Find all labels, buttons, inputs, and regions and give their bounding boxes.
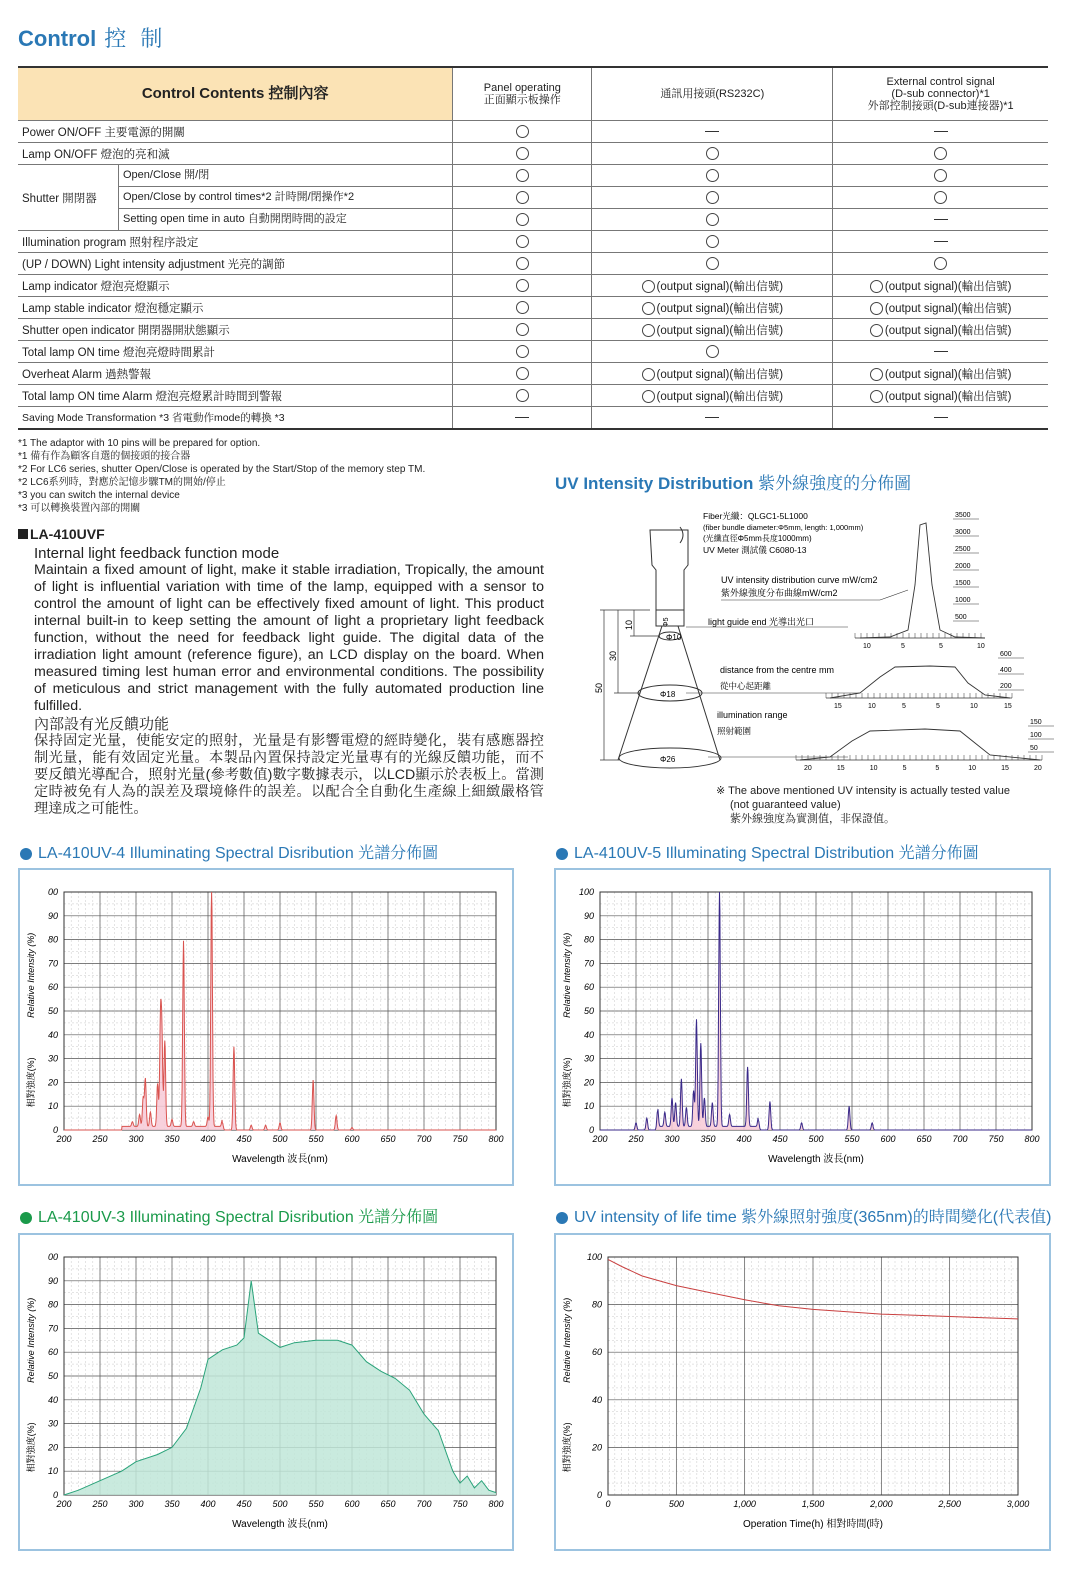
footnotes xyxy=(18,437,425,515)
unsupported-mark xyxy=(705,131,719,132)
cell-supported xyxy=(592,253,833,275)
supported-mark xyxy=(870,324,883,337)
scale-label: 400 xyxy=(1000,667,1012,674)
cell-output-signal xyxy=(592,297,833,319)
x-tick-label: 600 xyxy=(344,1499,360,1509)
cell-unsupported xyxy=(592,121,833,143)
row-label: Shutter 開閉器 xyxy=(18,165,119,231)
x-tick-label: 650 xyxy=(916,1134,932,1144)
y-tick-label: 60 xyxy=(47,982,58,993)
tick-label: 5 xyxy=(902,765,907,772)
row-label: Total lamp ON time 燈泡亮燈時間累計 xyxy=(18,341,453,363)
y-tick-label: 80 xyxy=(47,934,58,945)
guide-label: light guide end 光導出光口 xyxy=(708,617,815,627)
supported-mark xyxy=(706,235,719,248)
x-tick-label: 400 xyxy=(200,1134,216,1144)
cell-supported xyxy=(453,209,592,231)
supported-mark xyxy=(516,147,529,160)
row-label: Lamp ON/OFF 燈泡的亮和滅 xyxy=(18,143,453,165)
table-row xyxy=(18,187,1048,209)
supported-mark xyxy=(934,147,947,160)
curve-label-zh: 紫外線強度分布曲線mW/cm2 xyxy=(721,588,838,598)
tick-label: 15 xyxy=(834,703,842,710)
x-tick-label: 500 xyxy=(668,1499,684,1509)
tick-label: 10 xyxy=(977,643,985,650)
x-tick-label: 800 xyxy=(1024,1134,1040,1144)
row-sublabel: Open/Close by control times*2 計時開/閉操作*2 xyxy=(119,187,453,209)
x-tick-label: 250 xyxy=(92,1499,108,1509)
table-header-rs232c: 通訊用接頭(RS232C) xyxy=(592,67,833,121)
tick-label: 15 xyxy=(836,765,845,772)
y-tick-label: 20 xyxy=(583,1077,594,1088)
cell-unsupported xyxy=(833,407,1048,430)
output-signal-text: (output signal)(輸出信號) xyxy=(884,302,1012,315)
footnote: *1 備有作為顧客自選的個接頭的接合器 xyxy=(18,451,191,462)
output-signal-text: (output signal)(輸出信號) xyxy=(656,390,784,403)
supported-mark xyxy=(516,389,529,402)
tick-label: 5 xyxy=(901,643,905,650)
x-tick-label: 500 xyxy=(272,1134,288,1144)
y-tick-label: 0 xyxy=(52,1125,58,1135)
chart-lifetime xyxy=(554,1233,1051,1551)
table-row xyxy=(18,407,1048,430)
scale-label: 200 xyxy=(1000,683,1012,690)
y-tick-label: 80 xyxy=(591,1299,602,1310)
cell-output-signal xyxy=(833,297,1048,319)
cell-supported xyxy=(592,165,833,187)
y-tick-label: 50 xyxy=(47,1371,58,1381)
x-tick-label: 500 xyxy=(272,1499,288,1509)
y-tick-label: 0 xyxy=(52,1490,58,1500)
output-signal-text: (output signal)(輸出信號) xyxy=(884,368,1012,381)
table-row xyxy=(18,121,1048,143)
distribution-curve xyxy=(800,729,1040,760)
x-tick-label: 450 xyxy=(236,1499,252,1509)
cell-supported xyxy=(592,341,833,363)
curve-label: UV intensity distribution curve mW/cm2 xyxy=(721,575,878,585)
supported-mark xyxy=(706,147,719,160)
footnote: *3 you can switch the internal device xyxy=(18,490,180,501)
y-tick-label: 0 xyxy=(588,1125,594,1135)
x-tick-label: 550 xyxy=(308,1134,324,1144)
tick-label: 5 xyxy=(936,703,940,710)
supported-mark xyxy=(516,213,529,226)
cell-unsupported xyxy=(833,341,1048,363)
tick-label: 10 xyxy=(869,765,878,772)
table-header-panel: Panel operating 正面顯示板操作 xyxy=(453,67,592,121)
unsupported-mark xyxy=(515,417,529,418)
distance-label: distance from the centre mm xyxy=(720,665,835,675)
y-tick-label: 30 xyxy=(47,1053,58,1064)
x-tick-label: 450 xyxy=(772,1134,788,1144)
table-header-contents: Control Contents 控制內容 xyxy=(18,67,453,121)
y-tick-label: 40 xyxy=(583,1029,594,1040)
scale-label: 50 xyxy=(1030,745,1038,752)
y-tick-label: 00 xyxy=(47,887,58,897)
tick-label: 10 xyxy=(868,703,876,710)
supported-mark xyxy=(516,191,529,204)
table-row xyxy=(18,363,1048,385)
x-tick-label: 750 xyxy=(452,1499,468,1509)
row-label: Lamp stable indicator 燈泡穩定顯示 xyxy=(18,297,453,319)
tick-label: 20 xyxy=(804,765,812,772)
scale-label: 2000 xyxy=(955,563,971,570)
y-tick-label: 00 xyxy=(47,1252,58,1262)
row-label: Overheat Alarm 過熱警報 xyxy=(18,363,453,385)
x-tick-label: 600 xyxy=(880,1134,896,1144)
scale-label: 1000 xyxy=(955,597,971,604)
row-label: Total lamp ON time Alarm 燈泡亮燈累計時間到警報 xyxy=(18,385,453,407)
supported-mark xyxy=(516,257,529,270)
y-axis-label-zh: 相對強度(%) xyxy=(26,1422,36,1473)
supported-mark xyxy=(516,345,529,358)
supported-mark xyxy=(516,301,529,314)
supported-mark xyxy=(706,169,719,182)
unsupported-mark xyxy=(934,417,948,418)
x-tick-label: 550 xyxy=(308,1499,324,1509)
x-tick-label: 500 xyxy=(808,1134,824,1144)
uv-note: ※ The above mentioned UV intensity is actually tested value (not guaranteed value) 紫外線強度為實測值，非保證值。 xyxy=(716,785,1010,825)
x-tick-label: 1,000 xyxy=(733,1499,756,1509)
tick-label: 5 xyxy=(939,643,943,650)
scale-label: 2500 xyxy=(955,546,971,553)
supported-mark xyxy=(642,324,655,337)
y-axis-label: Relative Intensity (%) xyxy=(562,1297,572,1383)
unsupported-mark xyxy=(934,131,948,132)
x-tick-label: 450 xyxy=(236,1134,252,1144)
cell-supported xyxy=(833,143,1048,165)
row-label: Saving Mode Transformation *3 省電動作mode的轉換 *3 xyxy=(18,407,453,430)
table-row xyxy=(18,385,1048,407)
x-axis-label: Wavelength 波長(nm) xyxy=(768,1154,864,1165)
table-header-external: External control signal (D-sub connector)*1 外部控制接頭(D-sub連接器)*1 xyxy=(833,67,1048,121)
table-row xyxy=(18,209,1048,231)
dim-phi18: Φ18 xyxy=(660,690,676,699)
x-tick-label: 700 xyxy=(416,1499,432,1509)
y-axis-label: Relative Intensity (%) xyxy=(562,932,572,1018)
supported-mark xyxy=(516,367,529,380)
x-tick-label: 550 xyxy=(844,1134,860,1144)
x-axis-label: Wavelength 波長(nm) xyxy=(232,1519,328,1530)
x-tick-label: 700 xyxy=(952,1134,968,1144)
y-tick-label: 10 xyxy=(583,1101,594,1112)
footnote: *3 可以轉換裝置內部的開關 xyxy=(18,503,141,514)
chart-title-uv3: LA-410UV-3 Illuminating Spectral Disribution 光譜分佈圖 xyxy=(20,1204,438,1227)
dim-30: 30 xyxy=(608,650,618,661)
cell-output-signal xyxy=(592,363,833,385)
x-tick-label: 250 xyxy=(628,1134,644,1144)
supported-mark xyxy=(870,390,883,403)
x-tick-label: 400 xyxy=(200,1499,216,1509)
table-row xyxy=(18,341,1048,363)
cell-supported xyxy=(592,187,833,209)
chart-title-lifetime: UV intensity of life time 紫外線照射強度(365nm)的時間變化(代表值) xyxy=(556,1204,1051,1227)
supported-mark xyxy=(870,302,883,315)
supported-mark xyxy=(516,169,529,182)
tick-label: 5 xyxy=(902,703,906,710)
cell-unsupported xyxy=(833,209,1048,231)
supported-mark xyxy=(642,302,655,315)
row-sublabel: Setting open time in auto 自動開閉時間的設定 xyxy=(119,209,453,231)
range-label: illumination range xyxy=(717,710,788,720)
page-title: Control 控 制 xyxy=(18,26,167,51)
supported-mark xyxy=(706,257,719,270)
unsupported-mark xyxy=(705,417,719,418)
cell-supported xyxy=(453,385,592,407)
cell-supported xyxy=(453,363,592,385)
y-tick-label: 0 xyxy=(596,1490,602,1500)
x-tick-label: 300 xyxy=(128,1499,144,1509)
dim-50: 50 xyxy=(594,682,604,693)
supported-mark xyxy=(706,345,719,358)
y-tick-label: 20 xyxy=(591,1442,602,1453)
supported-mark xyxy=(870,280,883,293)
cell-supported xyxy=(592,143,833,165)
x-tick-label: 0 xyxy=(605,1499,611,1509)
distance-label-zh: 從中心起距離 xyxy=(720,681,772,691)
row-label: Lamp indicator 燈泡亮燈顯示 xyxy=(18,275,453,297)
y-tick-label: 100 xyxy=(586,1252,602,1262)
cell-supported xyxy=(453,143,592,165)
supported-mark xyxy=(516,323,529,336)
y-axis-label-zh: 相對強度(%) xyxy=(26,1057,36,1108)
supported-mark xyxy=(934,191,947,204)
y-tick-label: 60 xyxy=(583,982,594,993)
supported-mark xyxy=(642,368,655,381)
cell-supported xyxy=(453,231,592,253)
x-tick-label: 350 xyxy=(700,1134,716,1144)
tick-label: 15 xyxy=(1004,703,1012,710)
chart-title-uv5: LA-410UV-5 Illuminating Spectral Distribution 光譜分佈圖 xyxy=(556,840,979,863)
supported-mark xyxy=(642,280,655,293)
chart-uv4 xyxy=(18,868,514,1186)
output-signal-text: (output signal)(輸出信號) xyxy=(656,368,784,381)
y-axis-label: Relative Intensity (%) xyxy=(26,932,36,1018)
supported-mark xyxy=(642,390,655,403)
cell-output-signal xyxy=(833,319,1048,341)
supported-mark xyxy=(870,368,883,381)
x-tick-label: 800 xyxy=(488,1134,504,1144)
uv-distribution-title: UV Intensity Distribution 紫外線強度的分佈圖 xyxy=(555,474,912,493)
y-tick-label: 70 xyxy=(47,1323,58,1334)
y-tick-label: 90 xyxy=(583,910,594,921)
x-tick-label: 200 xyxy=(56,1134,72,1144)
output-signal-text: (output signal)(輸出信號) xyxy=(656,280,784,293)
output-signal-text: (output signal)(輸出信號) xyxy=(884,280,1012,293)
x-tick-label: 2,500 xyxy=(938,1499,961,1509)
x-tick-label: 300 xyxy=(128,1134,144,1144)
cell-supported xyxy=(833,187,1048,209)
cell-output-signal xyxy=(833,385,1048,407)
x-tick-label: 1,500 xyxy=(801,1499,825,1509)
x-tick-label: 250 xyxy=(92,1134,108,1144)
x-tick-label: 750 xyxy=(988,1134,1004,1144)
y-tick-label: 30 xyxy=(583,1053,594,1064)
y-tick-label: 20 xyxy=(47,1442,58,1453)
x-tick-label: 350 xyxy=(164,1134,180,1144)
model-heading: LA-410UVF xyxy=(18,526,105,542)
supported-mark xyxy=(516,279,529,292)
cell-supported xyxy=(453,187,592,209)
cell-supported xyxy=(453,121,592,143)
cell-unsupported xyxy=(453,407,592,430)
x-tick-label: 2,000 xyxy=(870,1499,893,1509)
cell-output-signal xyxy=(592,319,833,341)
y-tick-label: 80 xyxy=(583,934,594,945)
y-axis-label: Relative Intensity (%) xyxy=(26,1297,36,1383)
cell-supported xyxy=(833,165,1048,187)
cell-supported xyxy=(453,297,592,319)
y-tick-label: 30 xyxy=(47,1418,58,1429)
x-tick-label: 200 xyxy=(592,1134,608,1144)
cell-output-signal xyxy=(833,275,1048,297)
supported-mark xyxy=(934,169,947,182)
y-axis-label-zh: 相對強度(%) xyxy=(562,1422,572,1473)
unsupported-mark xyxy=(934,351,948,352)
tick-label: 5 xyxy=(935,765,940,772)
range-label-zh: 照射範圍 xyxy=(717,726,752,736)
supported-mark xyxy=(516,125,529,138)
tick-label: 20 xyxy=(1034,765,1042,772)
y-tick-label: 90 xyxy=(47,1275,58,1286)
output-signal-text: (output signal)(輸出信號) xyxy=(656,302,784,315)
scale-label: 500 xyxy=(955,614,967,621)
y-tick-label: 50 xyxy=(47,1006,58,1016)
supported-mark xyxy=(706,213,719,226)
unsupported-mark xyxy=(934,219,948,220)
tick-label: 10 xyxy=(968,765,977,772)
x-tick-label: 800 xyxy=(488,1499,504,1509)
scale-label: 150 xyxy=(1030,719,1042,726)
y-tick-label: 80 xyxy=(47,1299,58,1310)
product-description: Internal light feedback function mode Maintain a fixed amount of light, make it stable irradiation, Tropically, the amount of light is influential variation with time of the lamp, equipped with a sensor to control the amount of light can be effectively fixed amount of light. This product internal built-in to keep setting the amount of light a proprietary light feedback function, without the need for feedback light guide. The digital data of the irradiation light amount (reference figure), an LCD display on the board. When measured timing lest human error and environmental conditions. The possibility of meticulous and strict management with the fully automated production line fulfilled. 內部設有光反饋功能 保持固定光量，使能安定的照射，光量是有影響電燈的經時變化，裝有感應器控制光量，能有效固定光量。本製品內置保持設定光量專有的光線反饋功能，而不要反饋光導配合，照射光量(參考數值)數字數據表示，以LCD顯示於表板上。當測定時被免有人為的誤差及環境條件的誤差。以配合全自動化生產線上細緻嚴格管理達成之可能性。 xyxy=(34,545,544,817)
x-tick-label: 3,000 xyxy=(1006,1499,1030,1509)
row-sublabel: Open/Close 開/閉 xyxy=(119,165,453,187)
y-tick-label: 40 xyxy=(47,1394,58,1405)
y-tick-label: 60 xyxy=(47,1347,58,1358)
output-signal-text: (output signal)(輸出信號) xyxy=(656,324,784,337)
y-tick-label: 90 xyxy=(47,910,58,921)
x-tick-label: 200 xyxy=(56,1499,72,1509)
tick-label: 15 xyxy=(1001,765,1009,772)
cell-output-signal xyxy=(833,363,1048,385)
x-tick-label: 400 xyxy=(736,1134,752,1144)
row-label: Power ON/OFF 主要電源的開關 xyxy=(18,121,453,143)
cell-supported xyxy=(592,231,833,253)
cell-supported xyxy=(453,275,592,297)
chart-uv3 xyxy=(18,1233,514,1551)
y-axis-label-zh: 相對強度(%) xyxy=(562,1057,572,1108)
dim-phi5: Φ5 xyxy=(663,617,670,627)
footnote: *2 For LC6 series, shutter Open/Close is operated by the Start/Stop of the memory step TM. xyxy=(18,464,426,475)
tick-label: 10 xyxy=(863,643,871,650)
cell-supported xyxy=(453,341,592,363)
y-tick-label: 10 xyxy=(47,1101,58,1112)
cell-output-signal xyxy=(592,275,833,297)
uv-meter-label: UV Meter 測試儀 C6080-13 xyxy=(703,545,807,555)
fiber-label: Fiber光纖：QLGC1-5L1000 xyxy=(703,511,808,521)
row-label: (UP / DOWN) Light intensity adjustment 光亮的調節 xyxy=(18,253,453,275)
cell-unsupported xyxy=(833,231,1048,253)
row-label: Shutter open indicator 開閉器開狀態顯示 xyxy=(18,319,453,341)
cell-supported xyxy=(453,165,592,187)
x-tick-label: 700 xyxy=(416,1134,432,1144)
fiber-diameter: (fiber bundle diameter:Φ5mm, length: 1,000mm) xyxy=(703,523,864,532)
scale-label: 3500 xyxy=(955,512,971,519)
y-tick-label: 70 xyxy=(583,958,594,969)
cell-supported xyxy=(592,209,833,231)
supported-mark xyxy=(516,235,529,248)
x-tick-label: 650 xyxy=(380,1499,396,1509)
y-tick-label: 70 xyxy=(47,958,58,969)
y-tick-label: 100 xyxy=(578,887,594,897)
output-signal-text: (output signal)(輸出信號) xyxy=(884,324,1012,337)
x-tick-label: 750 xyxy=(452,1134,468,1144)
table-row xyxy=(18,319,1048,341)
distribution-curve xyxy=(830,666,1010,698)
y-tick-label: 10 xyxy=(47,1466,58,1477)
scale-label: 100 xyxy=(1030,732,1042,739)
cell-supported xyxy=(833,253,1048,275)
table-row xyxy=(18,297,1048,319)
x-axis-label: Operation Time(h) 相對時間(時) xyxy=(742,1519,884,1530)
x-tick-label: 600 xyxy=(344,1134,360,1144)
table-row xyxy=(18,143,1048,165)
scale-label: 600 xyxy=(1000,651,1012,658)
table-row xyxy=(18,275,1048,297)
y-tick-label: 40 xyxy=(47,1029,58,1040)
fiber-diameter-zh: (光纖直徑Φ5mm長度1000mm) xyxy=(703,534,812,543)
unsupported-mark xyxy=(934,241,948,242)
scale-label: 1500 xyxy=(955,580,971,587)
dim-phi26: Φ26 xyxy=(660,755,676,764)
supported-mark xyxy=(706,191,719,204)
y-tick-label: 40 xyxy=(591,1394,602,1405)
footnote: *1 The adaptor with 10 pins will be prepared for option. xyxy=(18,438,261,449)
y-tick-label: 20 xyxy=(47,1077,58,1088)
cell-unsupported xyxy=(592,407,833,430)
cell-unsupported xyxy=(833,121,1048,143)
table-row xyxy=(18,231,1048,253)
supported-mark xyxy=(934,257,947,270)
y-tick-label: 50 xyxy=(583,1006,594,1016)
cell-output-signal xyxy=(592,385,833,407)
chart-uv5 xyxy=(554,868,1051,1186)
x-tick-label: 650 xyxy=(380,1134,396,1144)
chart-title-uv4: LA-410UV-4 Illuminating Spectral Disribution 光譜分佈圖 xyxy=(20,840,438,863)
row-label: Illumination program 照射程序設定 xyxy=(18,231,453,253)
control-table xyxy=(18,66,1048,430)
tick-label: 10 xyxy=(970,703,978,710)
table-row xyxy=(18,253,1048,275)
dim-phi10: Φ10 xyxy=(666,633,682,642)
x-tick-label: 300 xyxy=(664,1134,680,1144)
cell-supported xyxy=(453,319,592,341)
dim-10: 10 xyxy=(624,619,634,630)
y-tick-label: 60 xyxy=(591,1347,602,1358)
x-tick-label: 350 xyxy=(164,1499,180,1509)
output-signal-text: (output signal)(輸出信號) xyxy=(884,390,1012,403)
cell-supported xyxy=(453,253,592,275)
footnote: *2 LC6系列時，對應於記憶步驟TM的開始/停止 xyxy=(18,477,226,488)
x-axis-label: Wavelength 波長(nm) xyxy=(232,1154,328,1165)
table-row xyxy=(18,165,1048,187)
scale-label: 3000 xyxy=(955,529,971,536)
